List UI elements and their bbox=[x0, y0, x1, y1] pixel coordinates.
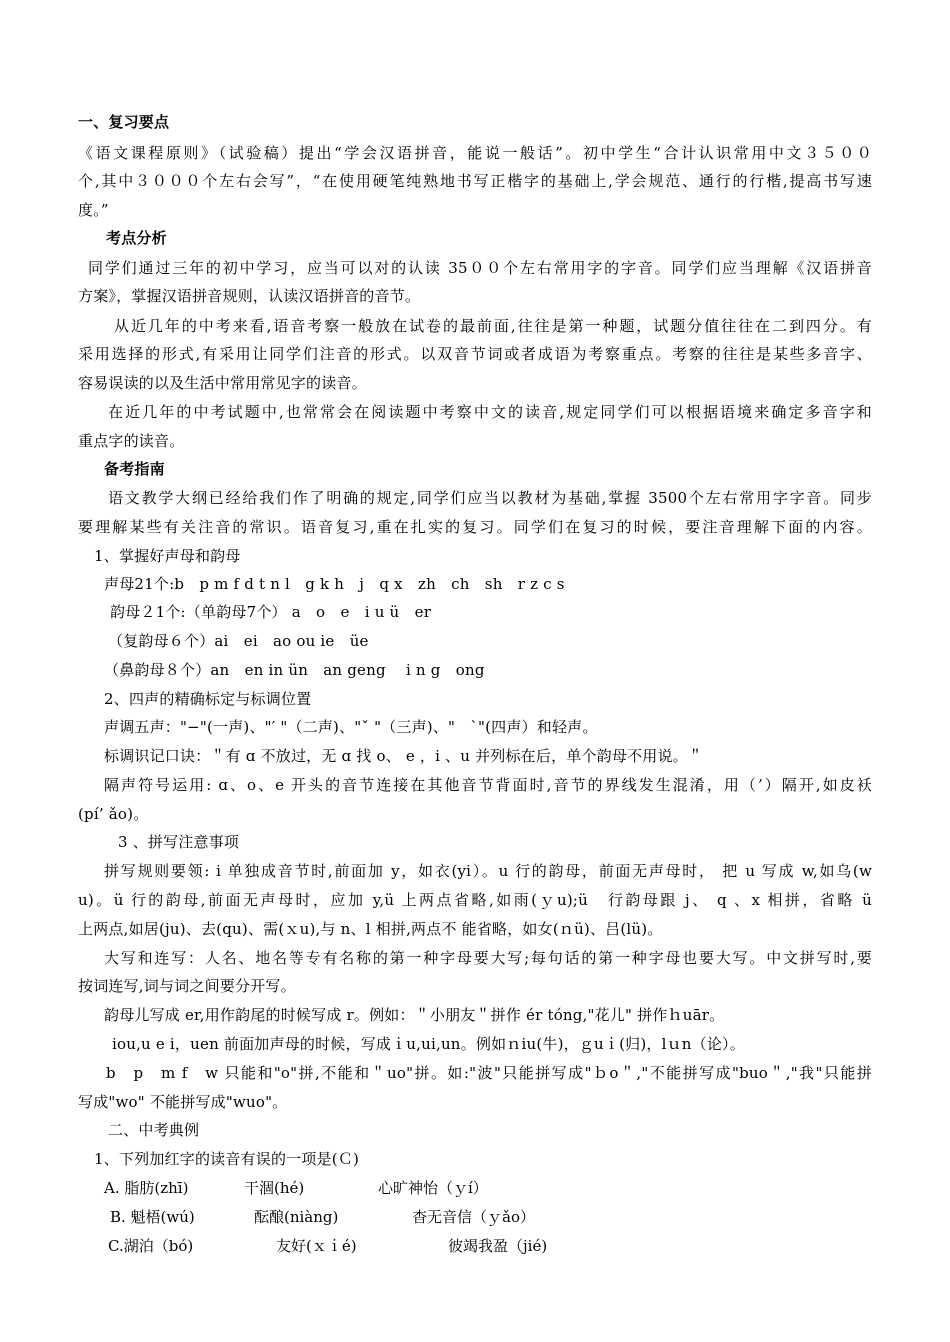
section-1-title: 一、复习要点 bbox=[78, 113, 170, 131]
analysis-p1-line-2: 方案》，掌握汉语拼音规则，认读汉语拼音的音节。 bbox=[78, 287, 421, 305]
option-c-mid: 友好(ｘｉé) bbox=[276, 1237, 357, 1255]
iou-line: iou,u e i，uen 前面加声母的时候，写成ｉu,ui,un。例如ｎiu(牛)，ｇuｉ(归)，lｕn（论）。 bbox=[112, 1035, 745, 1053]
finals-simple-line: 韵母２1个:（单韵母7个） a o e i u ü er bbox=[110, 603, 432, 621]
apostrophe-line-2: (pí’ ǎo)。 bbox=[78, 805, 149, 823]
analysis-p3-line-2: 重点字的读音。 bbox=[78, 432, 185, 450]
intro-line-1: 《语文课程原则》（试验稿）提出“学会汉语拼音，能说一般话”。初中学生“合计认识常用中文３５００ bbox=[78, 144, 872, 162]
analysis-heading: 考点分析 bbox=[106, 229, 167, 247]
finals-nasal-line: （鼻韵母８个）an en in ün an geng i n g ong bbox=[104, 661, 485, 679]
bpmf-line-2: 写成"wo" 不能拼写成"wuo"。 bbox=[78, 1093, 288, 1111]
option-b-label: B. 魁梧(wú) bbox=[110, 1208, 195, 1226]
er-line: 韵母儿写成 er,用作韵尾的时候写成 r。例如：＂小朋友＂拼作 ér tóng,"花儿" 拼作ｈuār。 bbox=[104, 1006, 725, 1024]
rule-line-1: 拼写规则要领: i 单独成音节时,前面加 y，如衣(yi）。u 行的韵母，前面无声母时， 把 u 写成 w,如乌(w bbox=[104, 862, 872, 880]
section-2-title: 二、中考典例 bbox=[108, 1121, 200, 1139]
option-c-right: 彼竭我盈（jié) bbox=[448, 1237, 548, 1255]
apostrophe-line-1: 隔声符号运用: ɑ、o、e 开头的音节连接在其他音节背面时,音节的界线发生混淆，用（’）隔开,如皮袄 bbox=[104, 776, 872, 794]
guide-heading: 备考指南 bbox=[104, 460, 165, 478]
analysis-p2-line-1: 从近几年的中考来看,语音考察一般放在试卷的最前面,往往是第一种题，试题分值往往在二到四分。有 bbox=[114, 317, 872, 335]
analysis-p2-line-2: 采用选择的形式,有采用让同学们注音的形式。以双音节词或者成语为考察重点。考察的往往是某些多音字、 bbox=[78, 345, 872, 363]
item-3-title: 3 、拼写注意事项 bbox=[118, 833, 240, 851]
analysis-p1-line-1: 同学们通过三年的初中学习，应当可以对的认读 35００个左右常用字的字音。同学们应当理解《汉语拼音 bbox=[88, 259, 872, 277]
rule-line-3: 上两点,如居(ju)、去(qu)、需(ｘu),与 n、l 相拼,两点不 能省略，如女(ｎü)、吕(lü)。 bbox=[78, 920, 663, 938]
analysis-p3-line-1: 在近几年的中考试题中,也常常会在阅读题中考察中文的读音,规定同学们可以根据语境来确定多音字和 bbox=[108, 403, 872, 421]
option-a-right: 心旷神怡（ｙí） bbox=[378, 1179, 488, 1197]
item-1-title: 1、掌握好声母和韵母 bbox=[94, 547, 241, 565]
option-b-mid: 酝酿(niàng) bbox=[254, 1208, 339, 1226]
option-b-right: 杳无音信（ｙǎo） bbox=[412, 1208, 535, 1226]
initials-line: 声母21个:b p m f d t n l g k h j q x zh ch sh r z c s bbox=[104, 575, 565, 593]
caps-line-2: 按词连写,词与词之间要分开写。 bbox=[78, 977, 296, 995]
caps-line-1: 大写和连写：人名、地名等专有名称的第一种字母要大写;每句话的第一种字母也要大写。中文拼写时,要 bbox=[104, 949, 872, 967]
guide-line-1: 语文教学大纲已经给我们作了明确的规定,同学们应当以教材为基础,掌握 3500个左右常用字字音。同步 bbox=[108, 489, 872, 507]
tones-line: 声调五声："−"(一声)、"′ "（二声)、"ˇ "（三声)、" ˋ"(四声）和轻声。 bbox=[104, 718, 598, 736]
guide-line-2: 要理解某些有关注音的常识。语音复习,重在扎实的复习。同学们在复习的时候，要注音理解下面的内容。 bbox=[78, 518, 872, 536]
bpmf-line-1: b p m f w 只能和"o"拼,不能和＂uo"拼。如:"波"只能拼写成"ｂo＂,"不能拼写成"buo＂,"我"只能拼 bbox=[106, 1064, 872, 1082]
question-1: 1、下列加红字的读音有误的一项是(Ｃ) bbox=[94, 1150, 360, 1168]
mnemonic-line: 标调识记口诀：＂有 ɑ 不放过，无 ɑ 找 o、 e ，i 、u 并列标在后，单个韵母不用说。＂ bbox=[104, 747, 704, 765]
finals-compound-line: （复韵母６个）ai ei ao ou ie üe bbox=[108, 632, 369, 650]
option-a-label: A. 脂肪(zhī) bbox=[104, 1179, 189, 1197]
analysis-p2-line-3: 容易误读的以及生活中常用常见字的读音。 bbox=[78, 374, 367, 392]
intro-line-2: 个,其中３０００个左右会写”，“在使用硬笔纯熟地书写正楷字的基础上,学会规范、通行的行楷,提高书写速 bbox=[78, 172, 872, 190]
option-c-label: C.湖泊（bó) bbox=[108, 1237, 194, 1255]
option-a-mid: 干涸(hé) bbox=[244, 1179, 305, 1197]
intro-line-3: 度。” bbox=[78, 201, 109, 219]
item-2-title: 2、四声的精确标定与标调位置 bbox=[104, 690, 312, 708]
rule-line-2: u)。ü 行的韵母,前面无声母时，应加 y,ü 上两点省略,如雨(ｙu);ü 行韵母跟 j、 q 、x 相拼，省略 ü bbox=[78, 891, 872, 909]
